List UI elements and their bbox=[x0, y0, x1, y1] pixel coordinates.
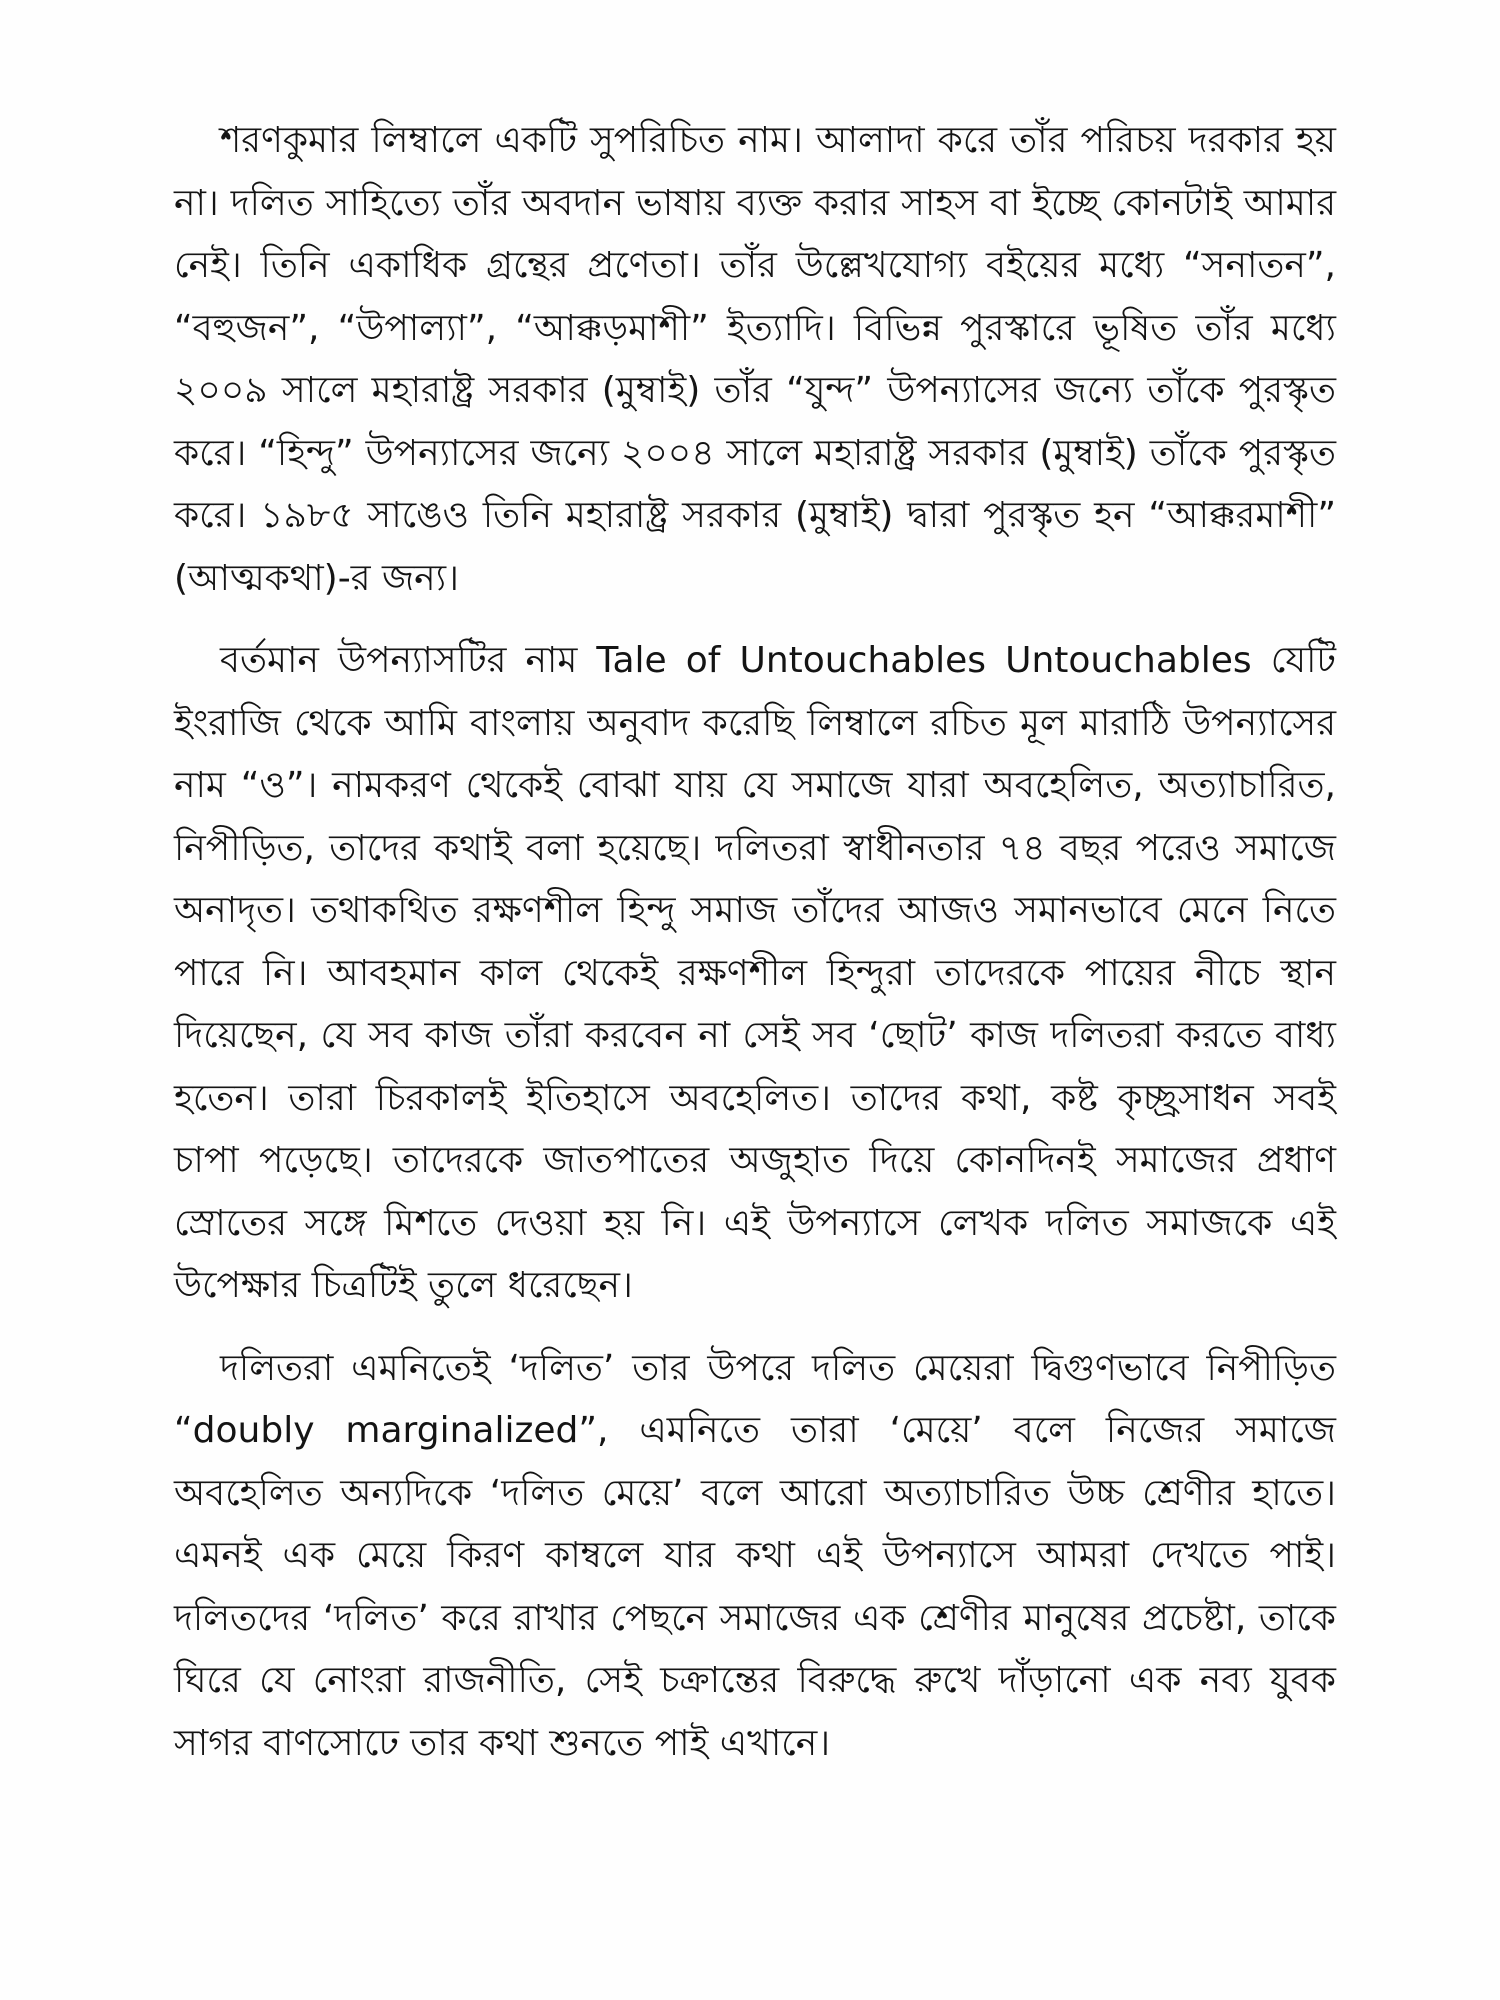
paragraph-author-introduction: শরণকুমার লিম্বালে একটি সুপরিচিত নাম। আলাদা করে তাঁর পরিচয় দরকার হয় না। দলিত সাহিত্যে তাঁর অবদান ভাষায় ব্যক্ত করার সাহস বা ইচ্ছে কোনটাই আমার নেই। তিনি একাধিক গ্রন্থের প্রণেতা। তাঁর উল্লেখযোগ্য বইয়ের মধ্যে “সনাতন”, “বহুজন”, “উপাল্যা”, “আক্কড়মাশী” ইত্যাদি। বিভিন্ন পুরস্কারে ভূষিত তাঁর মধ্যে ২০০৯ সালে মহারাষ্ট্র সরকার (মুম্বাই) তাঁর “যুন্দ” উপন্যাসের জন্যে তাঁকে পুরস্কৃত করে। “হিন্দু” উপন্যাসের জন্যে ২০০৪ সালে মহারাষ্ট্র সরকার (মুম্বাই) তাঁকে পুরস্কৃত করে। ১৯৮৫ সাঙেও তিনি মহারাষ্ট্র সরকার (মুম্বাই) দ্বারা পুরস্কৃত হন “আক্করমাশী” (আত্মকথা)-র জন্য। bbox=[174, 120, 1336, 599]
document-body bbox=[174, 110, 1336, 1775]
paragraph-dalit-women: দলিতরা এমনিতেই ‘দলিত’ তার উপরে দলিত মেয়েরা দ্বিগুণভাবে নিপীড়িত “doubly marginalized”, এমনিতে তারা ‘মেয়ে’ বলে নিজের সমাজে অবহেলিত অন্যদিকে ‘দলিত মেয়ে’ বলে আরো অত্যাচারিত উচ্চ শ্রেণীর হাতে। এমনই এক মেয়ে কিরণ কাম্বলে যার কথা এই উপন্যাসে আমরা দেখতে পাই। দলিতদের ‘দলিত’ করে রাখার পেছনে সমাজের এক শ্রেণীর মানুষের প্রচেষ্টা, তাকে ঘিরে যে নোংরা রাজনীতি, সেই চক্রান্তের বিরুদ্ধে রুখে দাঁড়ানো এক নব্য যুবক সাগর বাণসোঢে তার কথা শুনতে পাই এখানে। bbox=[174, 1347, 1336, 1764]
paragraph-novel-description: বর্তমান উপন্যাসটির নাম Tale of Untouchables Untouchables যেটি ইংরাজি থেকে আমি বাংলায় অনুবাদ করেছি লিম্বালে রচিত মূল মারাঠি উপন্যাসের নাম “ও”। নামকরণ থেকেই বোঝা যায় যে সমাজে যারা অবহেলিত, অত্যাচারিত, নিপীড়িত, তাদের কথাই বলা হয়েছে। দলিতরা স্বাধীনতার ৭৪ বছর পরেও সমাজে অনাদৃত। তথাকথিত রক্ষণশীল হিন্দু সমাজ তাঁদের আজও সমানভাবে মেনে নিতে পারে নি। আবহমান কাল থেকেই রক্ষণশীল হিন্দুরা তাদেরকে পায়ের নীচে স্থান দিয়েছেন, যে সব কাজ তাঁরা করবেন না সেই সব ‘ছোট’ কাজ দলিতরা করতে বাধ্য হতেন। তারা চিরকালই ইতিহাসে অবহেলিত। তাদের কথা, কষ্ট কৃচ্ছ্রসাধন সবই চাপা পড়েছে। তাদেরকে জাতপাতের অজুহাত দিয়ে কোনদিনই সমাজের প্রধাণ স্রোতের সঙ্গে মিশতে দেওয়া হয় নি। এই উপন্যাসে লেখক দলিত সমাজকে এই উপেক্ষার চিত্রটিই তুলে ধরেছেন। bbox=[174, 640, 1336, 1306]
